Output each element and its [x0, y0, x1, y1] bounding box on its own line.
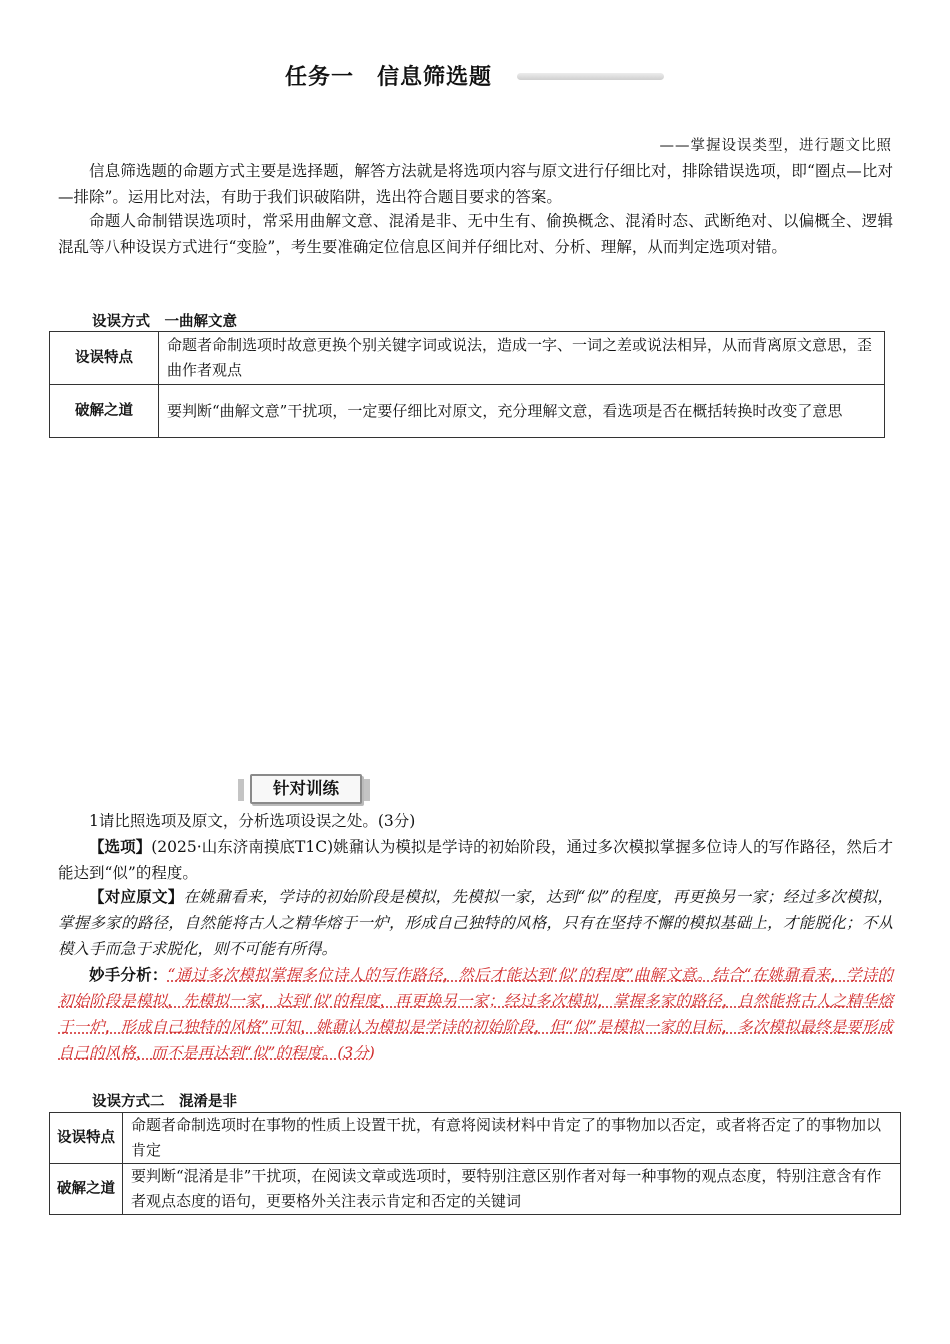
section1-row2-label: 破解之道: [50, 385, 159, 438]
analysis-label: 妙手分析：: [89, 966, 168, 984]
option-label: 【选项】: [89, 838, 152, 856]
section1-table: [49, 331, 885, 438]
original-label: 【对应原文】: [89, 888, 184, 906]
badge-left-bar: [238, 779, 244, 801]
title-decoration-bar: [517, 73, 664, 80]
practice-badge-label: 针对训练: [250, 774, 362, 804]
intro-paragraph-1: 信息筛选题的命题方式主要是选择题，解答方法就是将选项内容与原文进行仔细比对，排除错误选项，即“圈点—比对—排除”。运用比对法，有助于我们识破陷阱，选出符合题目要求的答案。: [58, 162, 893, 206]
section1-title: 设误方式 一曲解文意: [92, 314, 237, 330]
question-text: 1请比照选项及原文，分析选项设误之处。(3分): [89, 812, 416, 830]
option-paragraph: [58, 834, 893, 886]
original-text: 在姚鼐看来，学诗的初始阶段是模拟，先模拟一家，达到“似”的程度，再更换另一家；经过多次模拟，掌握多家的路径，自然能将古人之精华熔于一炉，形成自己独特的风格，只有在坚持不懈的模拟基础上，才能脱化；不从模入手而急于求脱化，则不可能有所得。: [58, 888, 893, 958]
practice-badge: [238, 774, 372, 804]
section2-row1-label: 设误特点: [50, 1113, 123, 1164]
analysis-text: “通过多次模拟掌握多位诗人的写作路径，然后才能达到‘似’的程度”曲解文意。结合“在姚鼐看来，学诗的初始阶段是模拟，先模拟一家，达到‘似’的程度，再更换另一家；经过多次模拟，掌握多家的路径，自然能将古人之精华熔于一炉，形成自己独特的风格”可知，姚鼐认为模拟是学诗的初始阶段，但“似”是模拟一家的目标，多次模拟最终是要形成自己的风格，而不是再达到“似”的程度。(3分): [58, 966, 893, 1062]
original-paragraph: [58, 884, 893, 962]
section2-title: 设误方式二 混淆是非: [92, 1094, 237, 1110]
section2-row1-content: 命题者命制选项时在事物的性质上设置干扰，有意将阅读材料中肯定了的事物加以否定，或者将否定了的事物加以肯定: [123, 1113, 901, 1164]
section2-row2-label: 破解之道: [50, 1164, 123, 1215]
analysis-paragraph: [58, 962, 893, 1066]
section2-row2-content: 要判断“混淆是非”干扰项，在阅读文章或选项时，要特别注意区别作者对每一种事物的观点态度，特别注意含有作者观点态度的语句，更要格外关注表示肯定和否定的关键词: [123, 1164, 901, 1215]
table-row: [50, 332, 885, 385]
table-row: [50, 385, 885, 438]
section2-table: [49, 1112, 901, 1215]
page-subtitle: ——掌握设误类型，进行题文比照: [659, 138, 892, 154]
page-title-row: [285, 60, 492, 94]
table-row: [50, 1164, 901, 1215]
option-text: (2025·山东济南摸底T1C)姚鼐认为模拟是学诗的初始阶段，通过多次模拟掌握多位诗人的写作路径，然后才能达到“似”的程度。: [58, 838, 893, 882]
badge-right-bar: [364, 779, 370, 801]
page-title: 任务一 信息筛选题: [285, 65, 493, 90]
section1-row1-label: 设误特点: [50, 332, 159, 385]
intro-paragraph-2: 命题人命制错误选项时，常采用曲解文意、混淆是非、无中生有、偷换概念、混淆时态、武断绝对、以偏概全、逻辑混乱等八种设误方式进行“变脸”，考生要准确定位信息区间并仔细比对、分析、理解，从而判定选项对错。: [58, 212, 893, 256]
section1-row1-content: 命题者命制选项时故意更换个别关键字词或说法，造成一字、一词之差或说法相异，从而背离原文意思，歪曲作者观点: [159, 332, 885, 385]
table-row: [50, 1113, 901, 1164]
section1-row2-content: 要判断“曲解文意”干扰项，一定要仔细比对原文，充分理解文意，看选项是否在概括转换时改变了意思: [159, 385, 885, 438]
